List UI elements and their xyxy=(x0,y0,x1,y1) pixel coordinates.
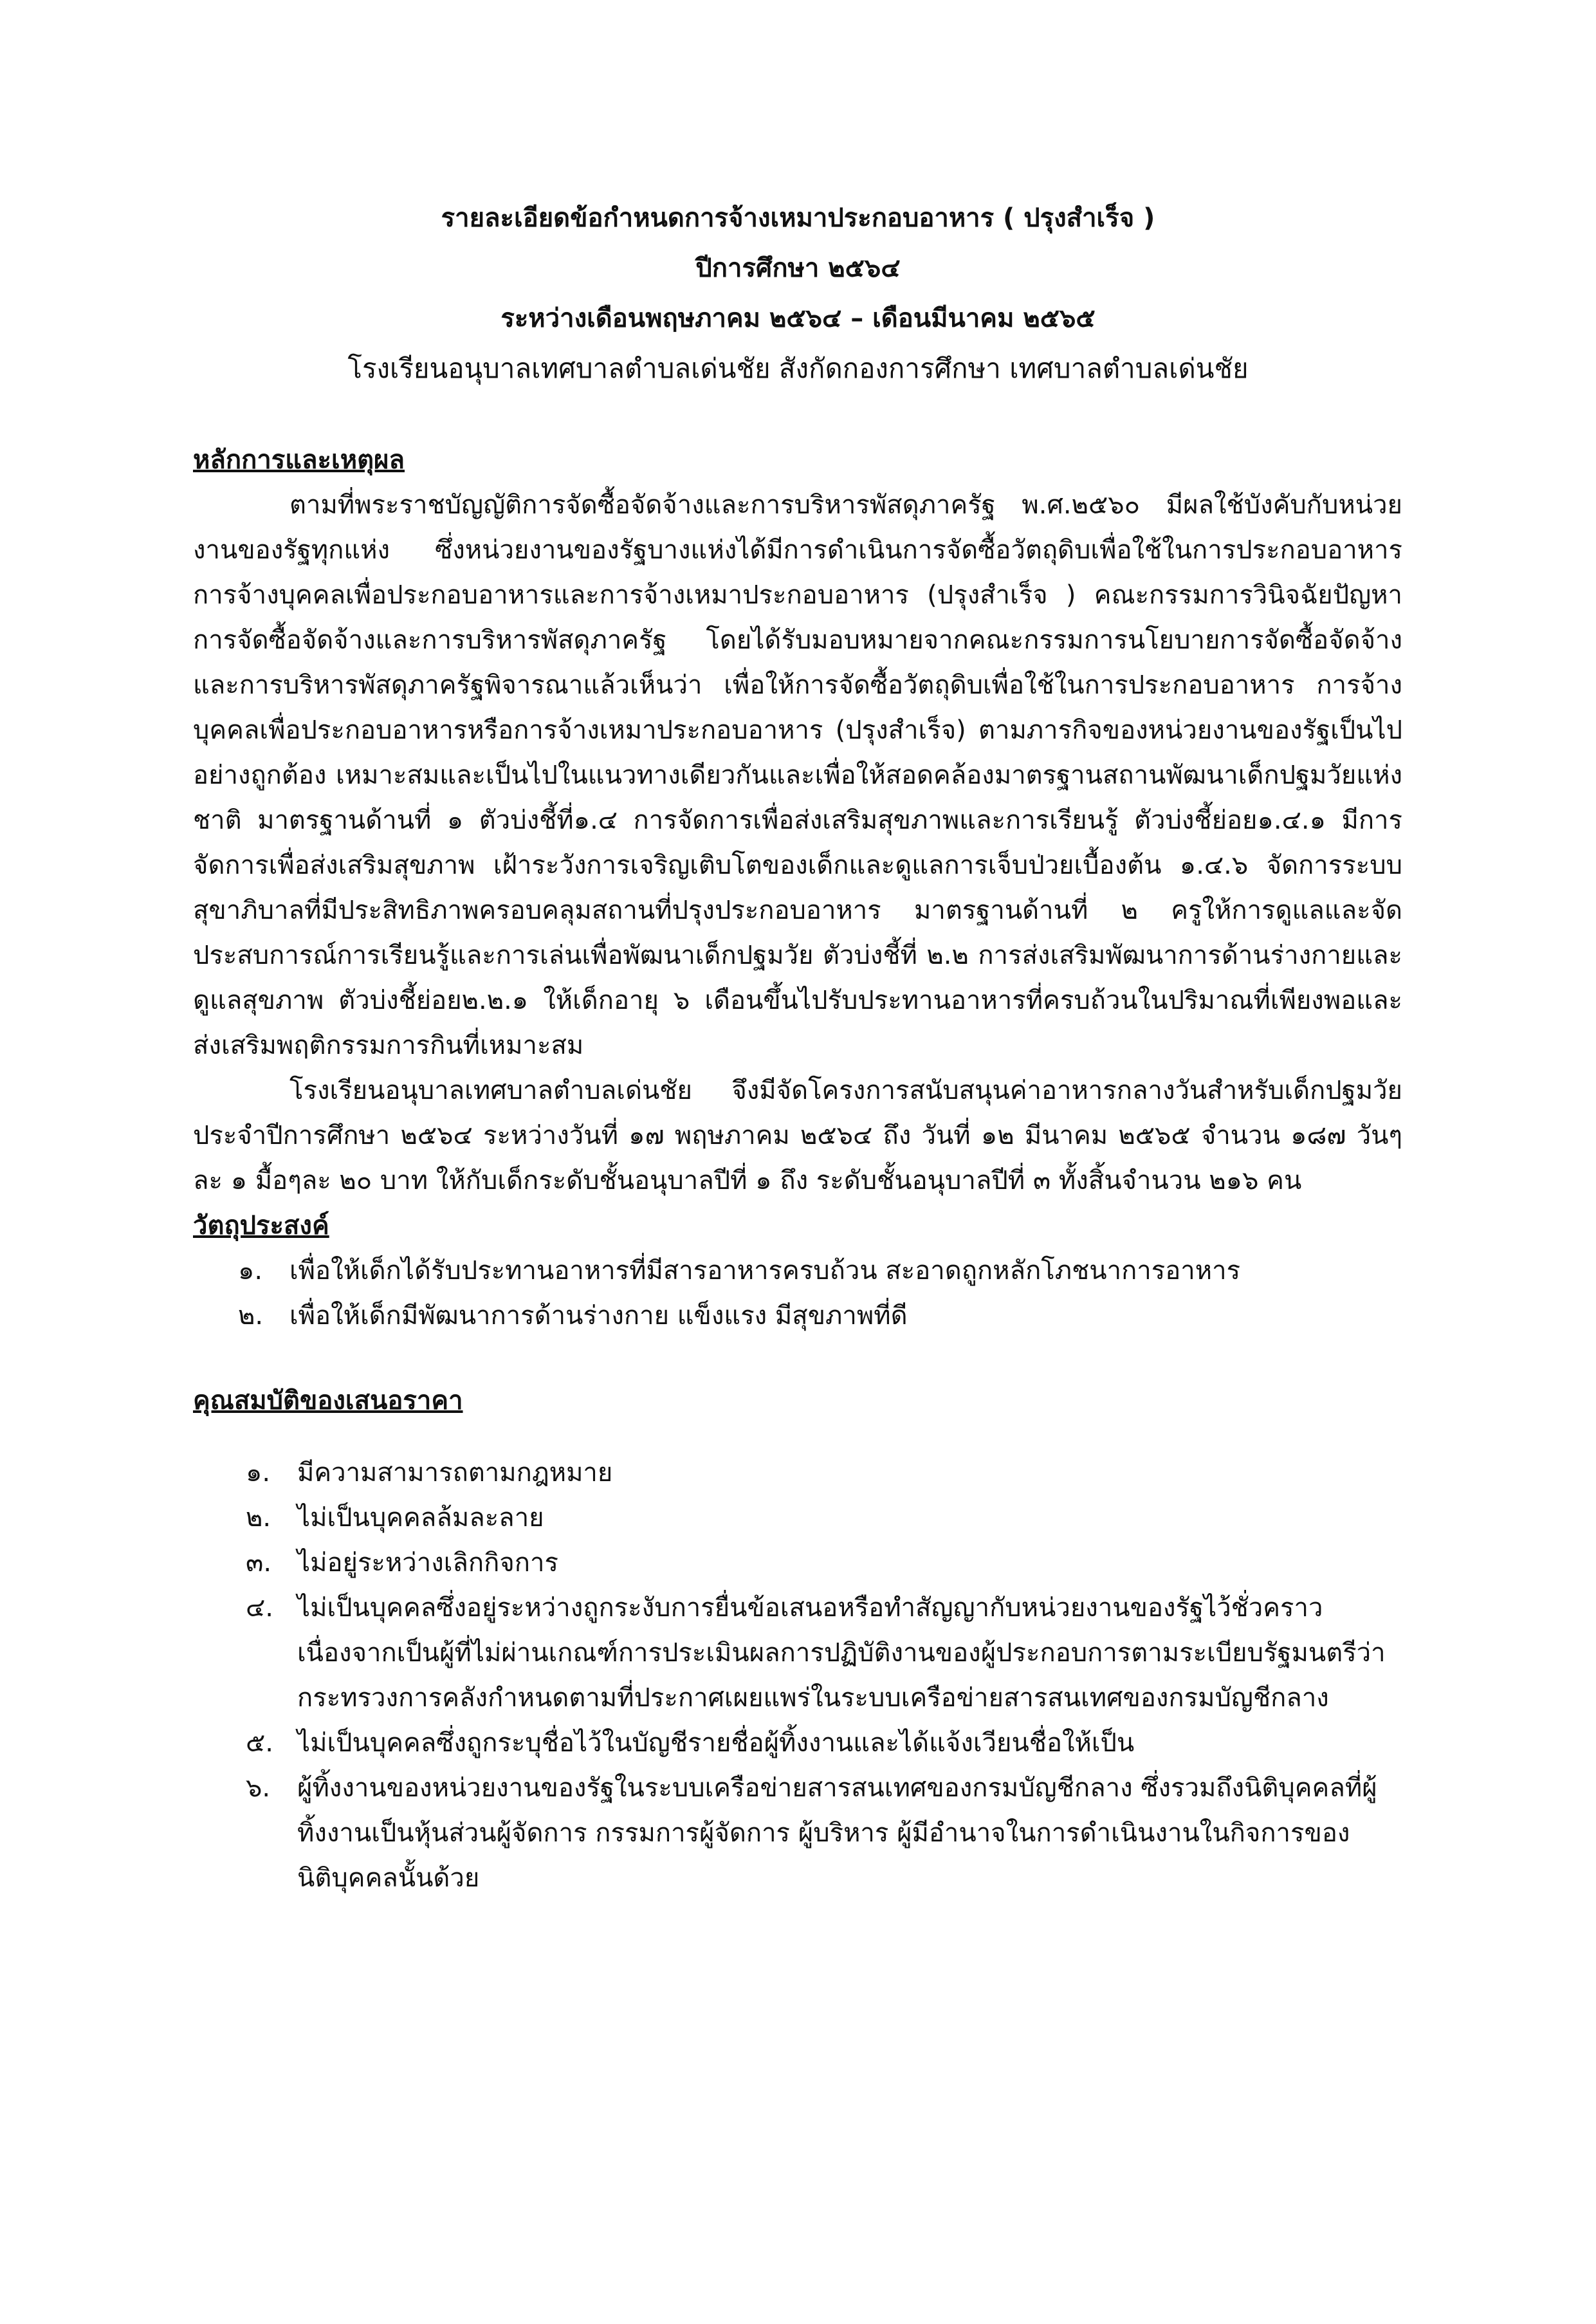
qualification-text: มีความสามารถตามกฎหมาย xyxy=(297,1458,613,1488)
objectives-list xyxy=(193,1248,1402,1338)
principles-paragraph-2: โรงเรียนอนุบาลเทศบาลตำบลเด่นชัย จึงมีจัดโครงการสนับสนุนค่าอาหารกลางวันสำหรับเด็กปฐมวัยประจำปีการศึกษา ๒๕๖๔ ระหว่างวันที่ ๑๗ พฤษภาคม ๒๕๖๔ ถึง วันที่ ๑๒ มีนาคม ๒๕๖๕ จำนวน ๑๘๗ วันๆละ ๑ มื้อๆละ ๒๐ บาท ให้กับเด็กระดับชั้นอนุบาลปีที่ ๑ ถึง ระดับชั้นอนุบาลปีที่ ๓ ทั้งสิ้นจำนวน ๒๑๖ คน xyxy=(193,1076,1402,1195)
qualification-number: ๔. xyxy=(246,1593,273,1623)
qualification-number: ๖. xyxy=(246,1773,271,1803)
qualification-item xyxy=(246,1495,1402,1540)
principles-heading: หลักการและเหตุผล xyxy=(193,445,405,475)
qualification-item xyxy=(246,1450,1402,1495)
qualifications-list xyxy=(193,1450,1402,1901)
qualification-item xyxy=(246,1540,1402,1585)
qualification-text: ไม่เป็นบุคคลซึ่งอยู่ระหว่างถูกระงับการยื่นข้อเสนอหรือทำสัญญากับหน่วยงานของรัฐไว้ชั่วคราวเนื่องจากเป็นผู้ที่ไม่ผ่านเกณฑ์การประเมินผลการปฏิบัติงานของผู้ประกอบการตามระเบียบรัฐมนตรีว่ากระทรวงการคลังกำหนดตามที่ประกาศเผยแพร่ในระบบเครือข่ายสารสนเทศของกรมบัญชีกลาง xyxy=(297,1593,1386,1713)
document-body xyxy=(193,438,1402,1901)
spacer xyxy=(193,1338,1402,1378)
qualification-item xyxy=(246,1720,1402,1766)
principles-paragraph-1: ตามที่พระราชบัญญัติการจัดซื้อจัดจ้างและการบริหารพัสดุภาครัฐ พ.ศ.๒๕๖๐ มีผลใช้บังคับกับหน่วยงานของรัฐทุกแห่ง ซึ่งหน่วยงานของรัฐบางแห่งได้มีการดำเนินการจัดซื้อวัตถุดิบเพื่อใช้ในการประกอบอาหาร การจ้างบุคคลเพื่อประกอบอาหารและการจ้างเหมาประกอบอาหาร (ปรุงสำเร็จ ) คณะกรรมการวินิจฉัยปัญหาการจัดซื้อจัดจ้างและการบริหารพัสดุภาครัฐ โดยได้รับมอบหมายจากคณะกรรมการนโยบายการจัดซื้อจัดจ้างและการบริหารพัสดุภาครัฐพิจารณาแล้วเห็นว่า เพื่อให้การจัดซื้อวัตถุดิบเพื่อใช้ในการประกอบอาหาร การจ้างบุคคลเพื่อประกอบอาหารหรือการจ้างเหมาประกอบอาหาร (ปรุงสำเร็จ) ตามภารกิจของหน่วยงานของรัฐเป็นไปอย่างถูกต้อง เหมาะสมและเป็นไปในแนวทางเดียวกันและเพื่อให้สอดคล้องมาตรฐานสถานพัฒนาเด็กปฐมวัยแห่งชาติ มาตรฐานด้านที่ ๑ ตัวบ่งชี้ที่๑.๔ การจัดการเพื่อส่งเสริมสุขภาพและการเรียนรู้ ตัวบ่งชี้ย่อย๑.๔.๑ มีการจัดการเพื่อส่งเสริมสุขภาพ เฝ้าระวังการเจริญเติบโตของเด็กและดูแลการเจ็บป่วยเบื้องต้น ๑.๔.๖ จัดการระบบสุขาภิบาลที่มีประสิทธิภาพครอบคลุมสถานที่ปรุงประกอบอาหาร มาตรฐานด้านที่ ๒ ครูให้การดูแลและจัดประสบการณ์การเรียนรู้และการเล่นเพื่อพัฒนาเด็กปฐมวัย ตัวบ่งชี้ที่ ๒.๒ การส่งเสริมพัฒนาการด้านร่างกายและดูแลสุขภาพ ตัวบ่งชี้ย่อย๒.๒.๑ ให้เด็กอายุ ๖ เดือนขึ้นไปรับประทานอาหารที่ครบถ้วนในปริมาณที่เพียงพอและส่งเสริมพฤติกรรมการกินที่เหมาะสม xyxy=(193,490,1402,1060)
qualification-text: ไม่เป็นบุคคลซึ่งถูกระบุชื่อไว้ในบัญชีรายชื่อผู้ทิ้งงานและได้แจ้งเวียนชื่อให้เป็น xyxy=(297,1728,1135,1758)
objective-text: เพื่อให้เด็กได้รับประทานอาหารที่มีสารอาหารครบถ้วน สะอาดถูกหลักโภชนาการอาหาร xyxy=(289,1256,1241,1286)
objective-number: ๒. xyxy=(238,1301,264,1331)
qualifications-heading: คุณสมบัติของเสนอราคา xyxy=(193,1386,463,1416)
spacer xyxy=(193,1423,1402,1450)
objective-item xyxy=(238,1248,1402,1293)
title-line-3: ระหว่างเดือนพฤษภาคม ๒๕๖๔ – เดือนมีนาคม ๒๕๖๕ xyxy=(500,304,1096,333)
document-header xyxy=(0,193,1596,394)
title-line-2: ปีการศึกษา ๒๕๖๔ xyxy=(695,254,901,283)
qualification-number: ๑. xyxy=(246,1458,271,1488)
qualification-text: ไม่อยู่ระหว่างเลิกกิจการ xyxy=(297,1548,558,1578)
objectives-heading: วัตถุประสงค์ xyxy=(193,1211,329,1240)
qualification-item xyxy=(246,1585,1402,1720)
qualification-number: ๕. xyxy=(246,1728,273,1758)
qualification-number: ๓. xyxy=(246,1548,272,1578)
objective-text: เพื่อให้เด็กมีพัฒนาการด้านร่างกาย แข็งแรง มีสุขภาพที่ดี xyxy=(289,1301,908,1331)
title-line-1: รายละเอียดข้อกำหนดการจ้างเหมาประกอบอาหาร ( ปรุงสำเร็จ ) xyxy=(441,203,1155,233)
qualification-item xyxy=(246,1766,1402,1901)
qualification-number: ๒. xyxy=(246,1503,271,1533)
title-line-4: โรงเรียนอนุบาลเทศบาลตำบลเด่นชัย สังกัดกองการศึกษา เทศบาลตำบลเด่นชัย xyxy=(347,353,1249,384)
objective-item xyxy=(238,1293,1402,1338)
qualification-text: ผู้ทิ้งงานของหน่วยงานของรัฐในระบบเครือข่ายสารสนเทศของกรมบัญชีกลาง ซึ่งรวมถึงนิติบุคคลที่ผู้ทิ้งงานเป็นหุ้นส่วนผู้จัดการ กรรมการผู้จัดการ ผู้บริหาร ผู้มีอำนาจในการดำเนินงานในกิจการของนิติบุคคลนั้นด้วย xyxy=(297,1773,1377,1893)
objective-number: ๑. xyxy=(238,1256,263,1286)
qualification-text: ไม่เป็นบุคคลล้มละลาย xyxy=(297,1503,544,1533)
